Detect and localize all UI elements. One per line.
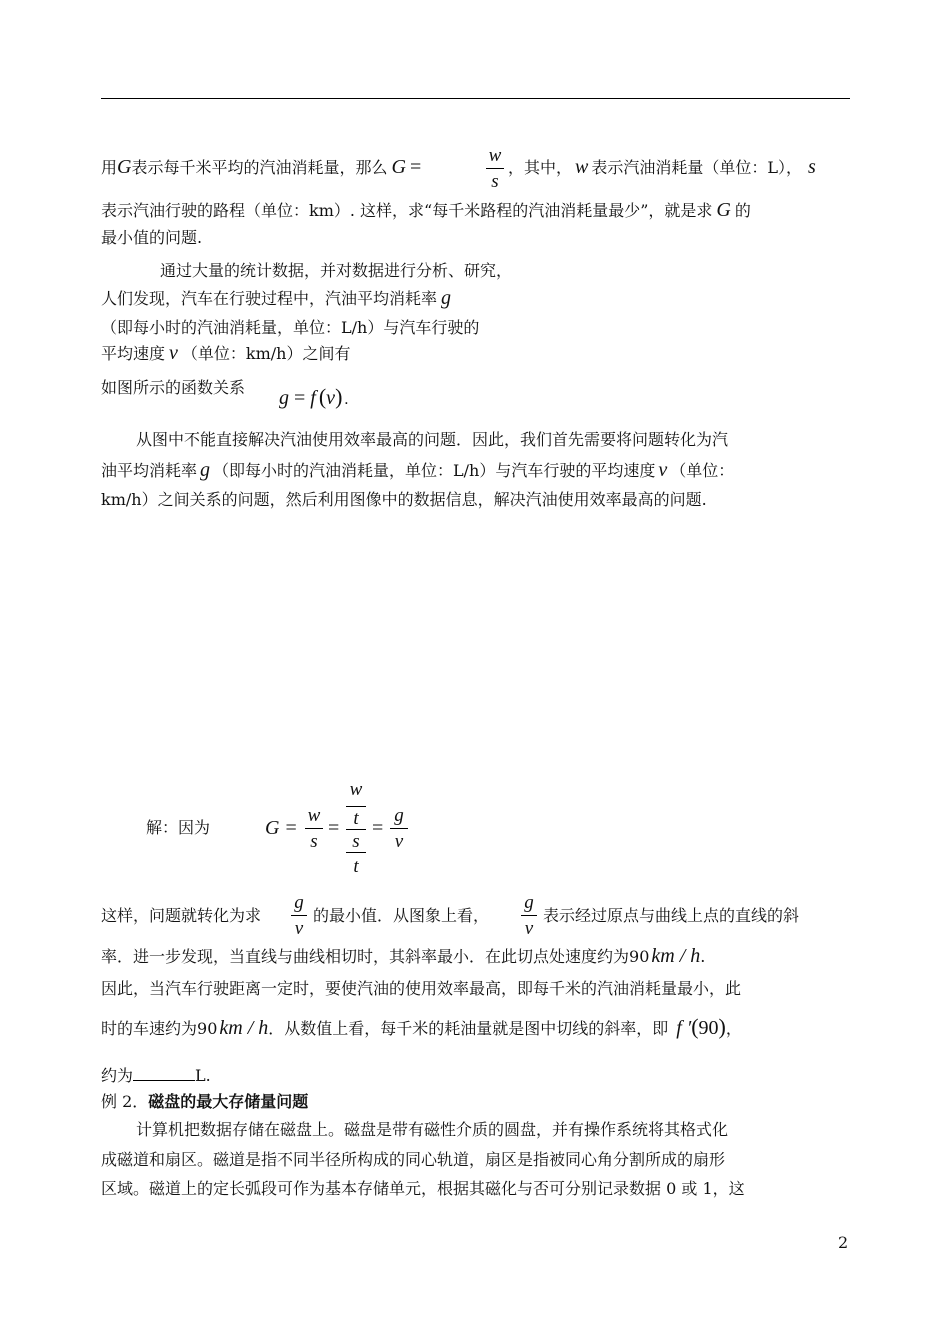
numerator: g [394,805,404,826]
text: 表示每千米平均的汽油消耗量，那么 [131,158,388,177]
math-g: g [441,287,452,309]
example2-line2: 成磁道和扇区。磁道是指不同半径所构成的同心轨道，扇区是指被同心角分割所成的扇形 [101,1150,726,1169]
math-v: v [169,342,178,364]
fraction-bar [305,828,323,829]
text: L. [195,1066,211,1085]
text: . [700,947,706,966]
math-equals: = [285,817,297,839]
inner-numerator: s [352,831,360,852]
text: ．从数值上看，每千米的耗油量就是图中切线的斜率，即 [268,1019,669,1038]
text: 平均速度 [101,344,166,363]
math-paren: ( [318,384,327,409]
inner-numerator: w [349,779,363,800]
math-90: 90 [698,1017,719,1039]
fraction-bar [521,915,537,916]
header-rule [101,98,850,99]
text: （单位： [670,461,735,480]
denominator: s [310,831,318,852]
text: 人们发现，汽车在行驶过程中，汽油平均消耗率 [101,289,438,308]
math-G: G [265,817,280,839]
inner-denominator: t [353,808,359,829]
denominator: v [524,918,534,939]
number: 90 [197,1019,218,1038]
text: 的 [734,201,751,220]
text: ，其中， [508,158,573,177]
math-g: g [279,387,289,409]
math-equals: = [372,817,384,839]
math-equals: = [328,817,340,839]
text: 约为 [101,1066,134,1085]
math-G: G [716,199,731,221]
math-equals: = [294,387,306,409]
math-paren: ( [691,1014,699,1039]
example2-heading [101,1094,308,1110]
numerator: w [307,805,321,826]
unit-kmh: km / h [651,945,701,967]
text: 时的车速约为 [101,1019,198,1038]
math-g: g [200,459,211,481]
compound-fraction [346,780,366,876]
para3-line1: 从图中不能直接解决汽油使用效率最高的问题．因此，我们首先需要将问题转化为汽 [136,430,729,449]
para1-line2 [101,200,751,220]
solution-line2 [101,946,705,966]
denominator: v [394,831,404,852]
unit-kmh: km / h [219,1017,269,1039]
text: 率．进一步发现，当直线与曲线相切时，其斜率最小．在此切点处速度约为 [101,947,630,966]
para1-line1-tail [508,157,816,177]
solution-line3: 因此，当汽车行驶距离一定时，要使汽油的使用效率最高，即每千米的汽油消耗量最小，此 [101,979,742,998]
math-paren: ) [335,384,343,409]
fraction-w-over-s [486,146,504,191]
text: （单位：km/h）之间有 [181,344,351,363]
math-equals: = [409,156,422,178]
numerator: w [488,145,502,166]
text: 表示汽油行驶的路程（单位：km）. 这样，求“每千米路程的汽油消耗量最少”，就是求 [101,201,713,220]
solution-line1-a: 这样，问题就转化为求 [101,906,262,925]
math-f-prime: f ′ [676,1017,692,1039]
para2-line5: 如图所示的函数关系 [101,378,246,397]
math-G: G [391,156,406,178]
math-period: . [344,391,349,408]
main-bar [346,829,366,830]
answer-blank[interactable] [133,1066,195,1081]
denominator: s [491,171,499,192]
para2-line2 [101,288,451,308]
text: 油平均消耗率 [101,461,198,480]
math-v: v [658,459,668,481]
example-label: 例 2． [101,1092,149,1111]
math-v: v [326,387,336,409]
example2-line1: 计算机把数据存储在磁盘上。磁盘是带有磁性介质的圆盘，并有操作系统将其格式化 [136,1120,729,1139]
eq-G [265,818,297,838]
text: 表示汽油消耗量（单位：L）， [591,158,802,177]
fraction-bar [486,168,504,169]
math-s: s [808,156,816,178]
solution-line1-c: 表示经过原点与曲线上点的直线的斜 [543,906,800,925]
number: 90 [629,947,650,966]
example-title: 磁盘的最大存储量问题 [148,1092,309,1111]
para1-line1 [101,157,425,177]
para2-line4 [101,343,350,363]
fraction-w-over-s [305,806,323,851]
numerator: g [294,892,304,913]
text: 用 [101,158,118,177]
math-w: w [575,156,589,178]
page-number: 2 [838,1233,849,1252]
solution-line5 [101,1066,211,1084]
para2-line3: （即每小时的汽油消耗量，单位：L/h）与汽车行驶的 [101,318,480,337]
para3-line2 [101,460,734,480]
para2-line1: 通过大量的统计数据，并对数据进行分析、研究， [160,261,513,280]
fraction-g-over-v [291,893,307,938]
fraction-g-over-v [390,806,408,851]
fraction-bar [390,828,408,829]
formula-g-equals-f-v [279,386,348,408]
fraction-bar [291,915,307,916]
math-G: G [117,156,132,178]
inner-bar [346,806,366,807]
math-f: f [310,387,316,409]
numerator: g [524,892,534,913]
example2-line3: 区域。磁道上的定长弧段可作为基本存储单元，根据其磁化与否可分别记录数据 0 或 1，这 [101,1179,745,1198]
inner-denominator: t [353,856,359,877]
text: ， [725,1019,742,1038]
para3-line3: km/h）之间关系的问题，然后利用图像中的数据信息，解决汽油使用效率最高的问题. [101,490,707,509]
solution-line4 [101,1016,742,1038]
solution-label: 解：因为 [146,818,211,837]
denominator: v [294,918,304,939]
math-paren: ) [718,1014,726,1039]
inner-bar [346,852,366,853]
solution-line1-b: 的最小值．从图象上看， [313,906,490,925]
para1-line3: 最小值的问题. [101,228,203,247]
fraction-g-over-v [521,893,537,938]
text: （即每小时的汽油消耗量，单位：L/h）与汽车行驶的平均速度 [213,461,656,480]
